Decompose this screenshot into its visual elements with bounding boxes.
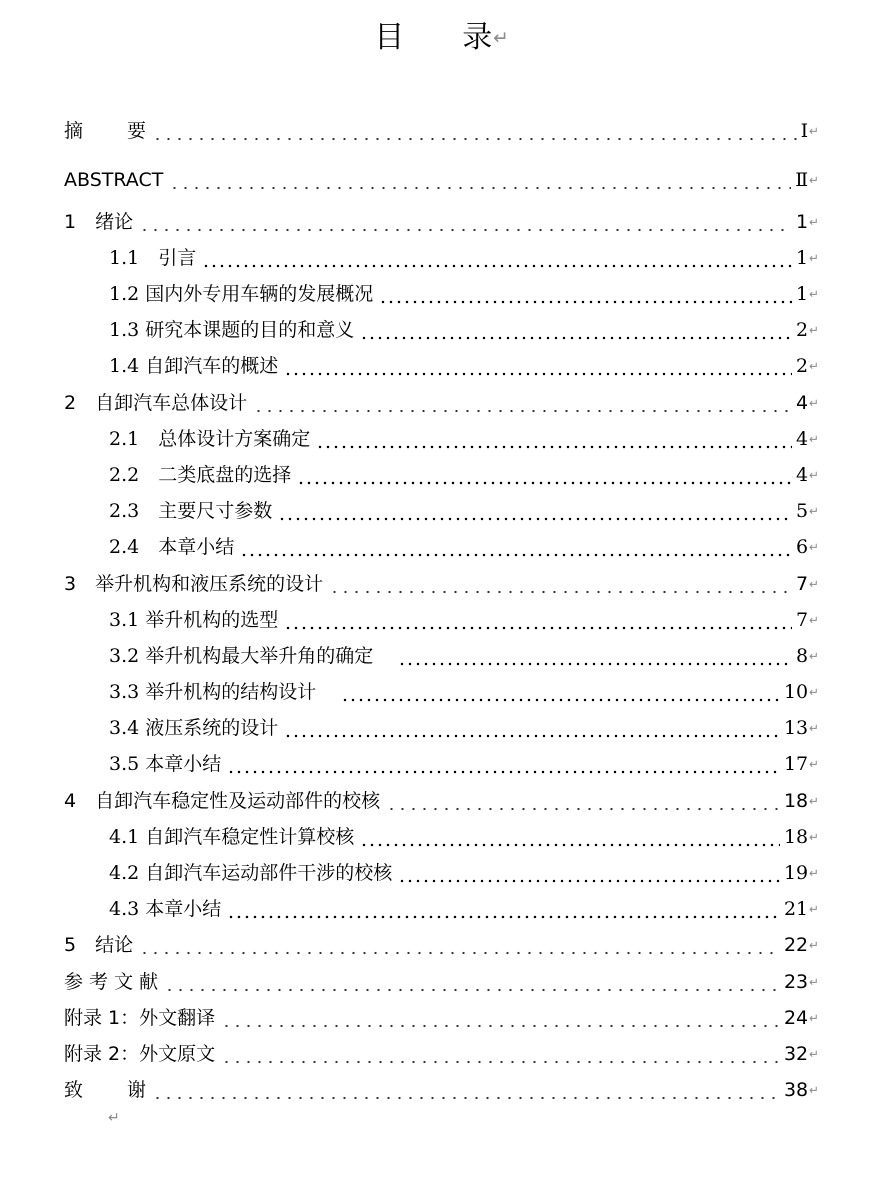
dot-leader	[139, 209, 792, 235]
toc-entry[interactable]	[64, 277, 819, 307]
paragraph-mark-icon: ↵	[809, 323, 819, 337]
toc-entry-page: 22	[783, 934, 809, 956]
toc-entry-label: 3.3 举升机构的结构设计	[109, 681, 336, 703]
paragraph-mark-icon: ↵	[809, 1083, 819, 1097]
dot-leader	[379, 281, 792, 307]
toc-entry-label: 2.3 主要尺寸参数	[109, 500, 273, 522]
toc-entry-page: 4	[796, 464, 809, 486]
dot-leader	[386, 788, 780, 814]
paragraph-mark-icon: ↵	[809, 468, 819, 482]
toc-entry[interactable]	[64, 422, 819, 452]
toc-entry-page: 21	[783, 898, 809, 920]
toc-entry-label: 4.3 本章小结	[109, 898, 222, 920]
toc-entry-page: 24	[783, 1007, 809, 1029]
dot-leader	[398, 860, 780, 886]
toc-entry[interactable]	[64, 458, 819, 488]
toc-entry-page: 8	[796, 645, 809, 667]
paragraph-mark-icon: ↵	[809, 577, 819, 591]
toc-entry[interactable]	[64, 241, 819, 271]
toc-entry-label: 2 自卸汽车总体设计	[64, 392, 248, 414]
dot-leader	[164, 969, 780, 995]
paragraph-mark-icon: ↵	[809, 287, 819, 301]
toc-entry[interactable]	[64, 494, 819, 524]
toc-entry-label: 4.2 自卸汽车运动部件干涉的校核	[109, 862, 393, 884]
toc-entry-label: 3 举升机构和液压系统的设计	[64, 573, 324, 595]
dot-leader	[297, 462, 792, 488]
dot-leader	[227, 896, 780, 922]
dot-leader	[152, 1077, 780, 1103]
toc-entry-label: ABSTRACT	[64, 169, 164, 191]
toc-entry-page: 13	[783, 717, 809, 739]
dot-leader	[253, 390, 792, 416]
toc-entry[interactable]	[64, 313, 819, 343]
dot-leader	[152, 118, 797, 144]
toc-entry-label: 3.4 液压系统的设计	[109, 717, 279, 739]
toc-entry-page: 6	[796, 536, 809, 558]
toc-entry-page: 4	[796, 428, 809, 450]
dot-leader	[221, 1041, 780, 1067]
toc-entry-label: 附录 2：外文原文	[64, 1043, 216, 1065]
paragraph-mark-icon: ↵	[809, 902, 819, 916]
dot-leader	[284, 353, 792, 379]
dot-leader	[221, 1005, 780, 1031]
toc-entry[interactable]	[64, 530, 819, 560]
toc-entry-label: 5 结论	[64, 934, 134, 956]
dot-leader	[202, 245, 792, 271]
toc-entry-page: 7	[796, 573, 809, 595]
dot-leader	[360, 317, 792, 343]
paragraph-mark-icon: ↵	[809, 540, 819, 554]
toc-entry-label: 2.1 总体设计方案确定	[109, 428, 311, 450]
paragraph-mark-icon: ↵	[809, 251, 819, 265]
toc-entry-label: 摘 要	[64, 120, 147, 142]
dot-leader	[360, 824, 780, 850]
toc-entry-page: Ⅰ	[800, 120, 809, 142]
toc-entry-page: 2	[796, 355, 809, 377]
toc-entry[interactable]	[64, 784, 819, 814]
toc-entry-label: 1.3 研究本课题的目的和意义	[109, 319, 355, 341]
paragraph-mark-icon: ↵	[809, 757, 819, 771]
toc-entry-page: 1	[796, 283, 809, 305]
dot-leader	[139, 932, 780, 958]
toc-entry-page: 10	[783, 681, 809, 703]
paragraph-mark-icon: ↵	[809, 215, 819, 229]
paragraph-mark-icon: ↵	[809, 866, 819, 880]
toc-entry[interactable]	[64, 747, 819, 777]
toc-entry-page: 18	[783, 826, 809, 848]
toc-entry-label: 1 绪论	[64, 211, 134, 233]
toc-entry-page: 1	[796, 211, 809, 233]
toc-entry[interactable]	[64, 567, 819, 597]
toc-entry-page: 17	[783, 753, 809, 775]
toc-entry[interactable]	[64, 603, 819, 633]
paragraph-mark-icon: ↵	[809, 685, 819, 699]
paragraph-mark-icon: ↵	[809, 830, 819, 844]
dot-leader	[169, 167, 791, 193]
toc-entry-label: 1.1 引言	[109, 247, 197, 269]
toc-entry-label: 致 谢	[64, 1079, 147, 1101]
toc-entry[interactable]	[64, 856, 819, 886]
toc-entry-label: 3.1 举升机构的选型	[109, 609, 279, 631]
paragraph-mark-icon: ↵	[809, 613, 819, 627]
toc-entry[interactable]	[64, 349, 819, 379]
toc-entry-label: 1.4 自卸汽车的概述	[109, 355, 279, 377]
toc-entry-page: 38	[783, 1079, 809, 1101]
toc-entry-label: 2.4 本章小结	[109, 536, 235, 558]
toc-entry-label: 4.1 自卸汽车稳定性计算校核	[109, 826, 355, 848]
paragraph-mark-icon: ↵	[809, 396, 819, 410]
dot-leader	[284, 715, 780, 741]
toc-entry-page: 18	[783, 790, 809, 812]
toc-entry-page: 19	[783, 862, 809, 884]
dot-leader	[240, 534, 792, 560]
paragraph-mark-icon: ↵	[809, 504, 819, 518]
toc-entry-abstract-en[interactable]	[64, 163, 819, 193]
paragraph-mark-icon: ↵	[809, 794, 819, 808]
toc-entry[interactable]	[64, 1037, 819, 1067]
toc-entry-page: 23	[783, 971, 809, 993]
toc-entry-page: 32	[783, 1043, 809, 1065]
toc-entry[interactable]	[64, 711, 819, 741]
toc-entry[interactable]	[64, 928, 819, 958]
toc-entry-label: 附录 1：外文翻译	[64, 1007, 216, 1029]
toc-entry-acknowledgements[interactable]	[64, 1073, 819, 1103]
toc-entry-page: 4	[796, 392, 809, 414]
paragraph-mark-icon: ↵	[809, 432, 819, 446]
dot-leader	[278, 498, 792, 524]
paragraph-mark-icon: ↵	[809, 1047, 819, 1061]
paragraph-mark-icon: ↵	[809, 173, 819, 187]
toc-entry-label: 3.5 本章小结	[109, 753, 222, 775]
toc-entry-label: 1.2 国内外专用车辆的发展概况	[109, 283, 374, 305]
toc-entry-label: 3.2 举升机构最大举升角的确定	[109, 645, 393, 667]
dot-leader	[341, 679, 780, 705]
dot-leader	[284, 607, 792, 633]
toc-entry[interactable]	[64, 205, 819, 235]
paragraph-mark-icon: ↵	[493, 28, 509, 50]
toc-entry[interactable]	[64, 965, 819, 995]
paragraph-mark-icon: ↵	[809, 359, 819, 373]
toc-entry-label: 4 自卸汽车稳定性及运动部件的校核	[64, 790, 381, 812]
title-char-1: 目	[374, 20, 405, 55]
toc-entry[interactable]	[64, 892, 819, 922]
paragraph-mark-icon: ↵	[809, 975, 819, 989]
dot-leader	[227, 751, 780, 777]
paragraph-mark-icon: ↵	[809, 938, 819, 952]
toc-title	[0, 18, 883, 59]
title-char-2: 录	[462, 20, 493, 55]
toc-entry-page: 2	[796, 319, 809, 341]
toc-entry[interactable]	[64, 386, 819, 416]
dot-leader	[316, 426, 792, 452]
paragraph-mark-icon: ↵	[809, 721, 819, 735]
toc-entry-label: 2.2 二类底盘的选择	[109, 464, 292, 486]
dot-leader	[398, 643, 792, 669]
paragraph-mark-icon: ↵	[108, 1110, 120, 1126]
toc-entry-label: 参 考 文 献	[64, 971, 159, 993]
toc-entry[interactable]	[64, 1001, 819, 1031]
paragraph-mark-icon: ↵	[809, 1011, 819, 1025]
paragraph-mark-icon: ↵	[809, 649, 819, 663]
toc-entry-page: 7	[796, 609, 809, 631]
toc-entry[interactable]	[64, 675, 819, 705]
paragraph-mark-icon: ↵	[809, 124, 819, 138]
toc-entry-page: 1	[796, 247, 809, 269]
toc-entry-page: Ⅱ	[795, 169, 809, 191]
dot-leader	[329, 571, 792, 597]
toc-entry-abstract-cn[interactable]	[64, 114, 819, 144]
toc-entry[interactable]	[64, 820, 819, 850]
toc-entry[interactable]	[64, 639, 819, 669]
toc-entry-page: 5	[796, 500, 809, 522]
